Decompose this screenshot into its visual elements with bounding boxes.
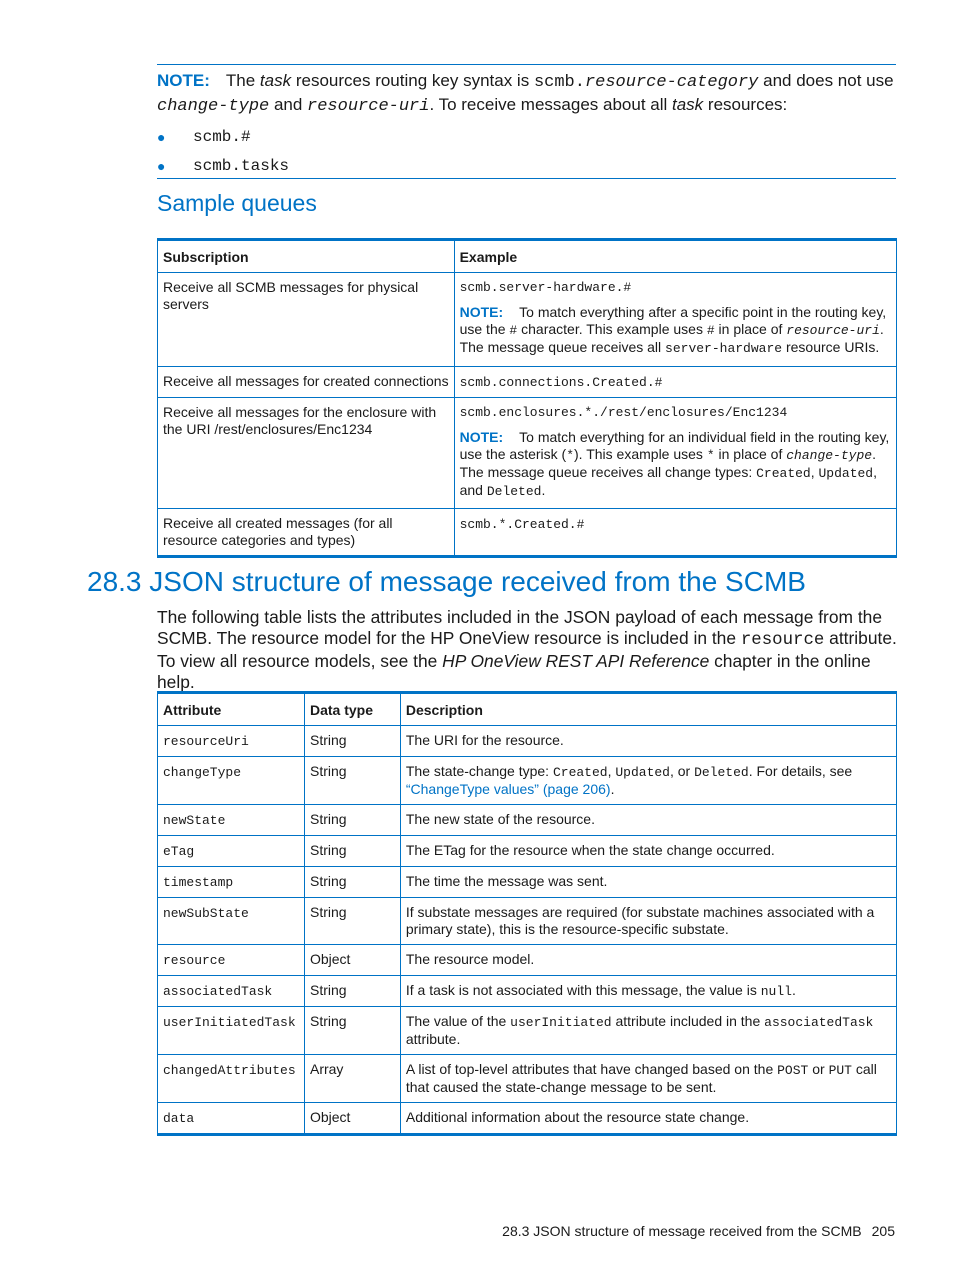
table-row bbox=[158, 367, 897, 398]
attribute-cell bbox=[158, 805, 305, 836]
note-code: # bbox=[706, 323, 715, 338]
note-text: character. This example uses bbox=[517, 321, 707, 337]
intro-text: HP OneView REST API Reference bbox=[442, 651, 710, 671]
description-cell: The ETag for the resource when the state change occurred. bbox=[400, 836, 896, 867]
desc-code: null bbox=[760, 984, 792, 999]
note-code: scmb. bbox=[533, 73, 585, 92]
attribute-name: associatedTask bbox=[163, 984, 273, 999]
bullet-icon: ● bbox=[157, 157, 166, 174]
description-cell: Additional information about the resource state change. bbox=[400, 1103, 896, 1135]
example-cell bbox=[454, 398, 896, 509]
attribute-name: changedAttributes bbox=[163, 1063, 296, 1078]
attribute-name: newSubState bbox=[163, 906, 249, 921]
description-cell bbox=[400, 1007, 896, 1055]
attribute-cell bbox=[158, 867, 305, 898]
note-text: resource URIs. bbox=[782, 339, 880, 355]
note-text: task bbox=[259, 71, 292, 90]
note-text: ). This example uses bbox=[574, 446, 707, 462]
note-code: server-hardware bbox=[665, 341, 783, 356]
list-item-text: scmb.# bbox=[193, 127, 251, 146]
attribute-name: newState bbox=[163, 813, 226, 828]
bullet-icon: ● bbox=[157, 128, 166, 145]
note-bottom-rule bbox=[157, 178, 896, 179]
desc-code: associatedTask bbox=[764, 1015, 874, 1030]
list-item bbox=[157, 151, 289, 180]
note-text: . The message queue receives all change types: bbox=[459, 446, 876, 480]
attribute-name: resource bbox=[163, 953, 226, 968]
table-row bbox=[158, 867, 897, 898]
list-item-text: scmb.tasks bbox=[193, 156, 290, 175]
desc-text: attribute. bbox=[405, 1031, 461, 1047]
attribute-cell bbox=[158, 898, 305, 945]
description-cell: The resource model. bbox=[400, 945, 896, 976]
attribute-name: changeType bbox=[163, 765, 242, 780]
page-footer bbox=[502, 1223, 895, 1239]
attribute-cell bbox=[158, 757, 305, 805]
desc-text: The value of the bbox=[405, 1013, 511, 1029]
table-row bbox=[158, 273, 897, 367]
table-row bbox=[158, 898, 897, 945]
attribute-cell bbox=[158, 945, 305, 976]
col-attribute: Attribute bbox=[158, 693, 305, 726]
example-code: scmb.*.Created.# bbox=[459, 517, 585, 532]
section-intro bbox=[157, 607, 897, 693]
attribute-cell bbox=[158, 1055, 305, 1103]
subscription-cell: Receive all SCMB messages for physical servers bbox=[158, 273, 455, 367]
description-cell bbox=[400, 757, 896, 805]
routing-key-list bbox=[157, 122, 289, 180]
table-row bbox=[158, 836, 897, 867]
note-text: and does not use bbox=[758, 71, 894, 90]
desc-code: Updated bbox=[615, 765, 670, 780]
attribute-name: resourceUri bbox=[163, 734, 249, 749]
note-text: resources: bbox=[703, 95, 788, 114]
desc-text: The state-change type: bbox=[405, 763, 553, 779]
table-row bbox=[158, 976, 897, 1007]
type-cell: String bbox=[304, 726, 400, 757]
col-subscription: Subscription bbox=[158, 240, 455, 273]
note-text: To match everything for an individual field in the routing key, use the asterisk ( bbox=[459, 429, 890, 462]
description-cell: The time the message was sent. bbox=[400, 867, 896, 898]
desc-text: attribute included in the bbox=[611, 1013, 765, 1029]
desc-text: . bbox=[791, 982, 796, 998]
note-text: , and bbox=[459, 464, 877, 498]
col-data-type: Data type bbox=[304, 693, 400, 726]
desc-text: , or bbox=[669, 763, 695, 779]
attribute-name: data bbox=[163, 1111, 195, 1126]
attribute-cell bbox=[158, 976, 305, 1007]
desc-text: , bbox=[607, 763, 616, 779]
table-row bbox=[158, 509, 897, 557]
note-code: Updated bbox=[818, 466, 874, 481]
intro-text: The following table lists the attributes included in the JSON payload of each message from the SCMB. The resource model for the HP OneView resource is included in the bbox=[157, 607, 883, 648]
note-text: , bbox=[810, 464, 819, 480]
example-code: scmb.enclosures.*./rest/enclosures/Enc1234 bbox=[459, 405, 788, 420]
type-cell: Object bbox=[304, 945, 400, 976]
desc-code: userInitiated bbox=[510, 1015, 612, 1030]
example-cell bbox=[454, 367, 896, 398]
note-text: and bbox=[269, 95, 308, 114]
type-cell: String bbox=[304, 976, 400, 1007]
table-row bbox=[158, 757, 897, 805]
sample-queues-table bbox=[157, 238, 897, 558]
intro-text: chapter in the online help. bbox=[157, 651, 871, 692]
section-heading: 28.3 JSON structure of message received from the SCMB bbox=[87, 566, 806, 597]
type-cell: String bbox=[304, 1007, 400, 1055]
table-header-row bbox=[158, 693, 897, 726]
type-cell: String bbox=[304, 757, 400, 805]
description-cell: The URI for the resource. bbox=[400, 726, 896, 757]
note-text: The bbox=[225, 71, 260, 90]
desc-text: . bbox=[610, 781, 615, 797]
desc-text: A list of top-level attributes that have changed based on the bbox=[405, 1061, 778, 1077]
note-text: resources routing key syntax is bbox=[291, 71, 534, 90]
note-code: resource-uri bbox=[786, 323, 880, 338]
note-code: change-type bbox=[157, 97, 270, 116]
attribute-name: eTag bbox=[163, 844, 195, 859]
note-label: NOTE: bbox=[157, 71, 210, 90]
desc-code: Deleted bbox=[694, 765, 749, 780]
note-code: resource-category bbox=[584, 73, 759, 92]
type-cell: String bbox=[304, 836, 400, 867]
desc-code: POST bbox=[777, 1063, 809, 1078]
intro-text: attribute. To view all resource models, see the bbox=[157, 628, 897, 671]
type-cell: String bbox=[304, 898, 400, 945]
note-text: . bbox=[541, 482, 546, 498]
attribute-name: userInitiatedTask bbox=[163, 1015, 296, 1030]
table-header-row bbox=[158, 240, 897, 273]
cell-note bbox=[460, 304, 891, 357]
attribute-cell bbox=[158, 1007, 305, 1055]
type-cell: Object bbox=[304, 1103, 400, 1135]
note-text: in place of bbox=[714, 446, 787, 462]
cell-note bbox=[460, 429, 891, 500]
note-top-rule bbox=[157, 64, 896, 65]
task-note bbox=[157, 70, 896, 118]
table-row bbox=[158, 1103, 897, 1135]
table-row bbox=[158, 1055, 897, 1103]
type-cell: String bbox=[304, 805, 400, 836]
desc-code: PUT bbox=[828, 1063, 852, 1078]
note-code: * bbox=[706, 448, 715, 463]
attributes-table bbox=[157, 691, 897, 1136]
changetype-values-link[interactable]: “ChangeType values” (page 206) bbox=[405, 781, 611, 797]
attribute-cell bbox=[158, 1103, 305, 1135]
note-code: Deleted bbox=[486, 484, 542, 499]
col-example: Example bbox=[454, 240, 896, 273]
note-label: NOTE: bbox=[459, 429, 504, 445]
subscription-cell: Receive all messages for the enclosure with the URI /rest/enclosures/Enc1234 bbox=[158, 398, 455, 509]
description-cell: If substate messages are required (for substate machines associated with a primary state), this is the resource-specific substate. bbox=[400, 898, 896, 945]
description-cell bbox=[400, 976, 896, 1007]
subscription-cell: Receive all created messages (for all resource categories and types) bbox=[158, 509, 455, 557]
note-code: resource-uri bbox=[307, 97, 430, 116]
intro-code: resource bbox=[740, 631, 825, 650]
note-code: Created bbox=[756, 466, 811, 481]
desc-text: . For details, see bbox=[748, 763, 853, 779]
attribute-cell bbox=[158, 726, 305, 757]
note-code: # bbox=[509, 323, 518, 338]
attribute-cell bbox=[158, 836, 305, 867]
desc-text: call that caused the state-change message to be sent. bbox=[405, 1061, 877, 1095]
note-code: * bbox=[566, 448, 575, 463]
note-text: . The message queue receives all bbox=[459, 321, 884, 355]
type-cell: Array bbox=[304, 1055, 400, 1103]
table-row bbox=[158, 1007, 897, 1055]
description-cell bbox=[400, 1055, 896, 1103]
note-label: NOTE: bbox=[459, 304, 504, 320]
example-cell bbox=[454, 509, 896, 557]
col-description: Description bbox=[400, 693, 896, 726]
attribute-name: timestamp bbox=[163, 875, 234, 890]
example-code: scmb.server-hardware.# bbox=[459, 280, 632, 295]
desc-text: If a task is not associated with this message, the value is bbox=[405, 982, 761, 998]
description-cell: The new state of the resource. bbox=[400, 805, 896, 836]
example-code: scmb.connections.Created.# bbox=[459, 375, 663, 390]
subscription-cell: Receive all messages for created connections bbox=[158, 367, 455, 398]
note-text: To match everything after a specific point in the routing key, use the bbox=[459, 304, 887, 337]
desc-code: Created bbox=[552, 765, 608, 780]
note-code: change-type bbox=[786, 448, 873, 463]
table-row bbox=[158, 726, 897, 757]
footer-title: 28.3 JSON structure of message received from the SCMB bbox=[502, 1223, 862, 1239]
note-text: . To receive messages about all bbox=[429, 95, 672, 114]
type-cell: String bbox=[304, 867, 400, 898]
note-text: task bbox=[672, 95, 704, 114]
example-cell bbox=[454, 273, 896, 367]
note-text: in place of bbox=[714, 321, 787, 337]
page-number: 205 bbox=[871, 1223, 895, 1239]
table-row bbox=[158, 805, 897, 836]
table-row bbox=[158, 398, 897, 509]
table-row bbox=[158, 945, 897, 976]
desc-text: or bbox=[808, 1061, 829, 1077]
list-item bbox=[157, 122, 289, 151]
sample-queues-heading: Sample queues bbox=[157, 190, 317, 216]
